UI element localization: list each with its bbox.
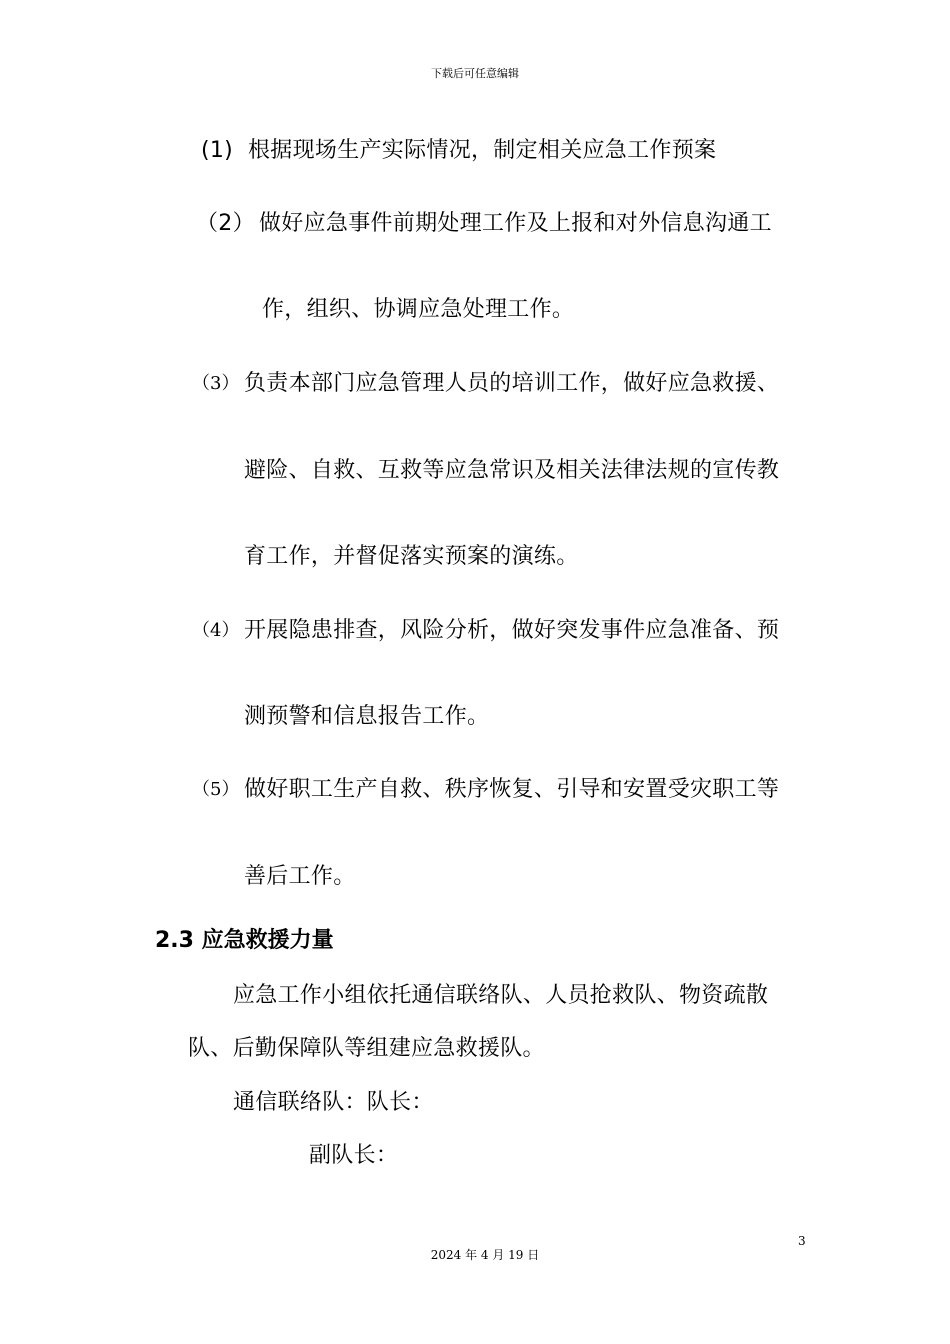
deputy-leader-line: 副队长： <box>309 1143 399 1168</box>
team-leader-line: 通信联络队：队长： <box>233 1090 434 1115</box>
section-paragraph-line-1: 应急工作小组依托通信联络队、人员抢救队、物资疏散 <box>233 983 769 1008</box>
item-2-marker: （2） <box>196 211 255 236</box>
page-header-note: 下载后可任意编辑 <box>431 67 519 80</box>
section-paragraph-line-2: 队、后勤保障队等组建应急救援队。 <box>188 1036 545 1061</box>
item-1-line-1: 根据现场生产实际情况，制定相关应急工作预案 <box>248 138 717 163</box>
item-5-marker: （5） <box>192 779 240 800</box>
item-2-line-1: 做好应急事件前期处理工作及上报和对外信息沟通工 <box>259 211 772 236</box>
item-3-marker: （3） <box>192 373 240 394</box>
item-4-line-1: 开展隐患排查，风险分析，做好突发事件应急准备、预 <box>244 618 780 643</box>
item-3-line-2: 避险、自救、互救等应急常识及相关法律法规的宣传教 <box>244 458 780 483</box>
page-number: 3 <box>798 1234 806 1248</box>
footer-date: 2024 年 4 月 19 日 <box>430 1248 540 1262</box>
item-5-line-2: 善后工作。 <box>244 864 356 889</box>
item-1-marker: (1) <box>201 138 234 163</box>
item-3-line-1: 负责本部门应急管理人员的培训工作，做好应急救援、 <box>244 371 780 396</box>
item-2-line-2: 作，组织、协调应急处理工作。 <box>262 297 575 322</box>
item-4-line-2: 测预警和信息报告工作。 <box>244 704 490 729</box>
item-3-line-3: 育工作，并督促落实预案的演练。 <box>244 544 579 569</box>
item-4-marker: （4） <box>192 620 240 641</box>
section-heading: 2.3 应急救援力量 <box>155 928 334 953</box>
item-5-line-1: 做好职工生产自救、秩序恢复、引导和安置受灾职工等 <box>244 777 780 802</box>
